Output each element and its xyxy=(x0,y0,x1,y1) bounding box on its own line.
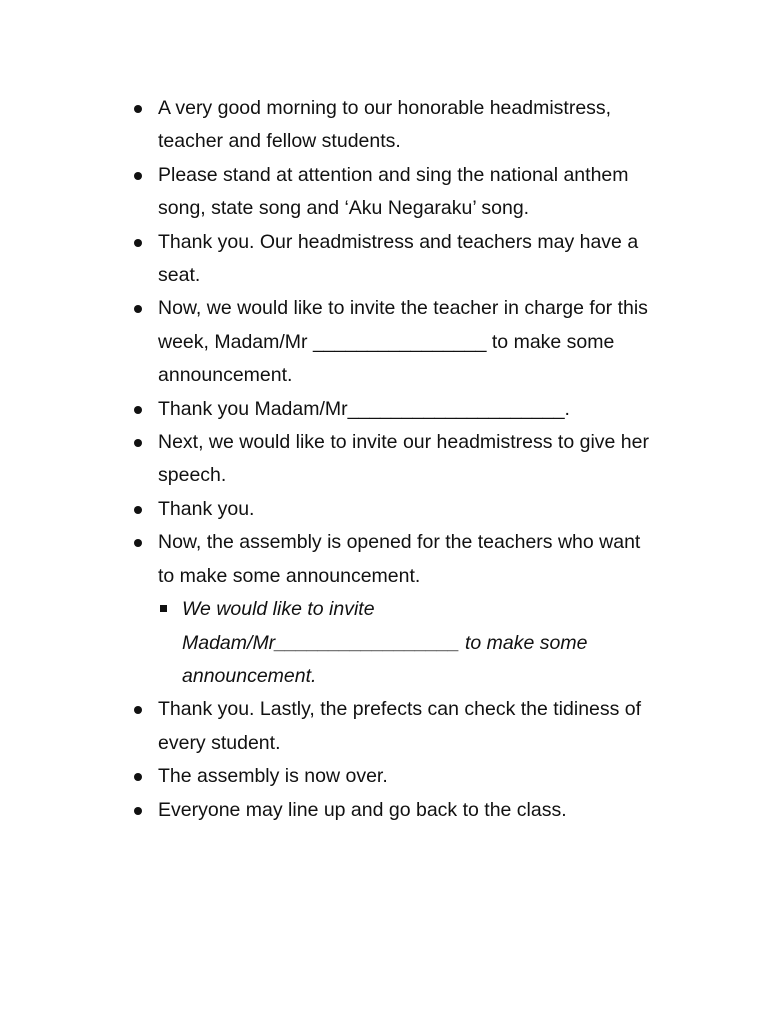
list-item xyxy=(134,159,654,226)
list-item xyxy=(134,426,654,493)
bullet-icon xyxy=(134,706,142,714)
list-item xyxy=(134,393,654,426)
assembly-script-list xyxy=(134,92,654,827)
list-item xyxy=(134,493,654,526)
list-item-text: The assembly is now over. xyxy=(158,765,388,788)
list-item-text: Now, the assembly is opened for the teachers who want to make some announcement. xyxy=(158,531,641,587)
square-bullet-icon xyxy=(160,605,167,612)
list-item-text: Thank you Madam/Mr____________________. xyxy=(158,397,570,420)
list-item xyxy=(134,693,654,760)
list-item-text: Thank you. Lastly, the prefects can check the tidiness of every student. xyxy=(158,698,642,754)
bullet-icon xyxy=(134,439,142,447)
bullet-icon xyxy=(134,539,142,547)
bullet-icon xyxy=(134,239,142,247)
list-item xyxy=(134,760,654,793)
list-item-text: Please stand at attention and sing the national anthem song, state song and ‘Aku Negaraku’ song. xyxy=(158,163,629,220)
sub-list-item xyxy=(158,593,622,693)
bullet-icon xyxy=(134,506,142,514)
bullet-icon xyxy=(134,406,142,414)
list-item-text: A very good morning to our honorable headmistress, teacher and fellow students. xyxy=(158,97,612,153)
list-item-text: Thank you. Our headmistress and teachers may have a seat. xyxy=(158,230,639,287)
bullet-icon xyxy=(134,773,142,781)
bullet-icon xyxy=(134,807,142,815)
sub-list-item-text: We would like to invite Madam/Mr_________________ to make some announcement. xyxy=(182,598,588,687)
list-item xyxy=(134,226,654,293)
bullet-icon xyxy=(134,172,142,180)
bullet-icon xyxy=(134,105,142,113)
list-item xyxy=(134,794,654,827)
bullet-icon xyxy=(134,305,142,313)
list-item-text: Next, we would like to invite our headmistress to give her speech. xyxy=(158,431,649,487)
list-item xyxy=(134,92,654,159)
list-item xyxy=(134,292,654,392)
list-item-text: Now, we would like to invite the teacher in charge for this week, Madam/Mr ________________ to make some announcement. xyxy=(158,297,648,387)
list-item-text: Everyone may line up and go back to the class. xyxy=(158,798,567,821)
sub-list xyxy=(158,593,654,693)
list-item xyxy=(134,526,654,693)
list-item-text: Thank you. xyxy=(158,497,255,520)
